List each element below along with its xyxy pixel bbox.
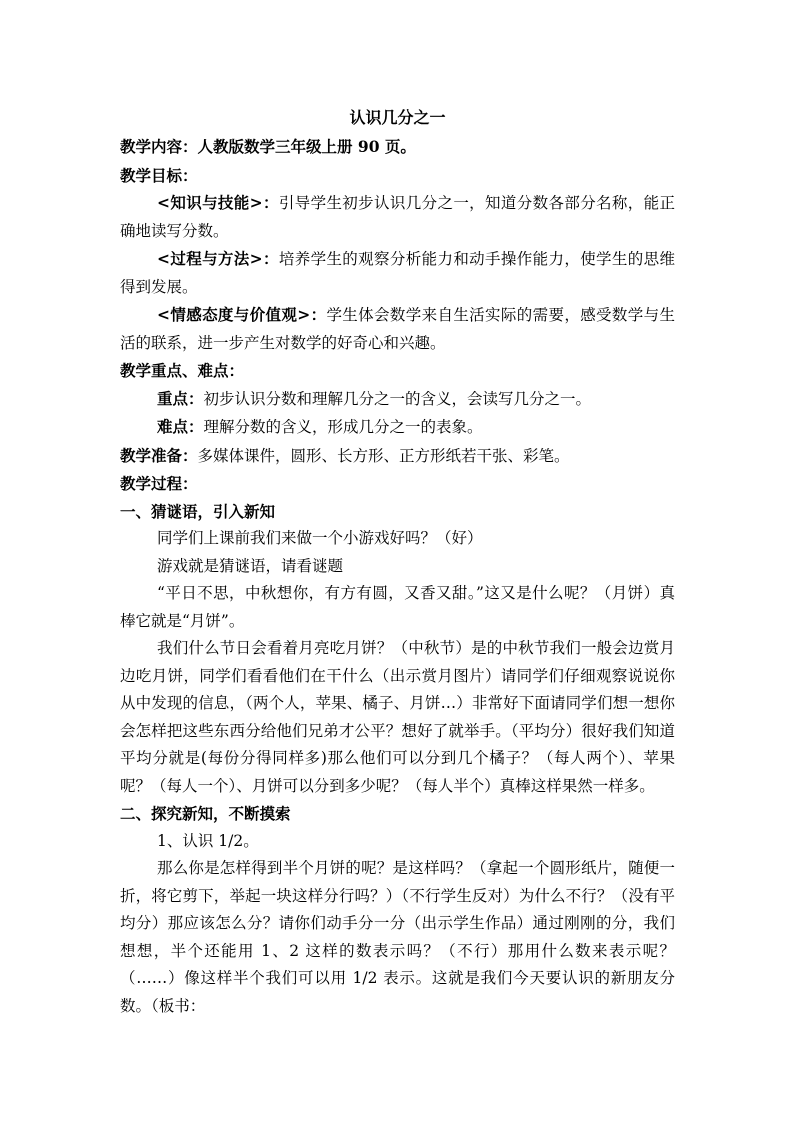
section2-heading: 二、探究新知，不断摸索 [120,804,291,823]
document-page [120,103,675,1020]
section1-heading: 一、猜谜语，引入新知 [120,501,276,521]
goal-process-text: 培养学生的观察分析能力和动手操作能力，使学生的思维得到发展。 [120,250,675,296]
goal-knowledge-skills [120,189,675,245]
teaching-content-value: 人教版数学三年级上册 90 页。 [197,137,416,156]
difficulty-text: 理解分数的含义，形成几分之一的表象。 [203,418,483,436]
section1-paragraph: “平日不思，中秋想你，有方有圆，又香又甜。”这又是什么呢？（月饼）真棒它就是“月饼”。 [120,584,675,630]
key-points-heading: 教学重点、难点： [120,361,245,380]
section1-paragraph: 同学们上课前我们来做一个小游戏好吗？（好） [157,529,483,547]
goal-knowledge-label: <知识与技能>： [157,193,279,212]
goal-emotion-values [120,301,675,357]
teaching-prep-text: 多媒体课件，圆形、长方形、正方形纸若干张、彩笔。 [197,446,570,465]
section1-paragraph: 游戏就是猜谜语，请看谜题 [157,556,344,575]
difficulty-line [120,413,675,442]
section2-item: 1、认识 1/2。 [157,831,259,850]
goal-emotion-label: <情感态度与价值观>： [157,305,327,324]
key-point-line [120,385,675,414]
goal-process-method [120,245,675,301]
teaching-goals-heading: 教学目标： [120,165,198,185]
key-point-label: 重点： [157,388,204,408]
difficulty-label: 难点： [157,417,204,436]
teaching-prep-label: 教学准备： [120,445,198,465]
section2-paragraph: 那么你是怎样得到半个月饼的呢？是这样吗？（拿起一个圆形纸片，随便一折，将它剪下，举起一块这样分行吗？）（不行学生反对）为什么不行？（没有平均分）那应该怎么分？请你们动手分一分（出示学生作品）通过刚刚的分，我们想想，半个还能用 1、2 这样的数表示吗？（不行）那用什么数来表示呢？（……）像这样半个我们可以用 1/2 表示。这就是我们今天要认识的新朋友分数。（板书： [120,859,675,1015]
teaching-content-label: 教学内容： [120,137,198,156]
goal-process-label: <过程与方法>： [157,249,279,268]
document-title: 认识几分之一 [349,108,446,127]
teaching-process-heading: 教学过程： [120,474,198,493]
section1-paragraph: 我们什么节日会看着月亮吃月饼？（中秋节）是的中秋节我们一般会边赏月边吃月饼，同学们看看他们在干什么（出示赏月图片）请同学们仔细观察说说你从中发现的信息，（两个人，苹果、橘子、月饼…）非常好下面请同学们想一想你会怎样把这些东西分给他们兄弟才公平？想好了就举手。（平均分）很好我们知道平均分就是(每份分得同样多)那么他们可以分到几个橘子？（每人两个）、苹果呢？（每人一个）、月饼可以分到多少呢？（每人半个）真棒这样果然一样多。 [120,639,675,795]
teaching-prep-line [120,442,675,471]
goal-emotion-text: 学生体会数学来自生活实际的需要，感受数学与生活的联系，进一步产生对数学的好奇心和兴趣。 [120,306,675,352]
goal-knowledge-text: 引导学生初步认识几分之一，知道分数各部分名称，能正确地读写分数。 [120,194,675,240]
key-point-text: 初步认识分数和理解几分之一的含义，会读写几分之一。 [203,389,592,408]
teaching-content-line [120,133,675,162]
